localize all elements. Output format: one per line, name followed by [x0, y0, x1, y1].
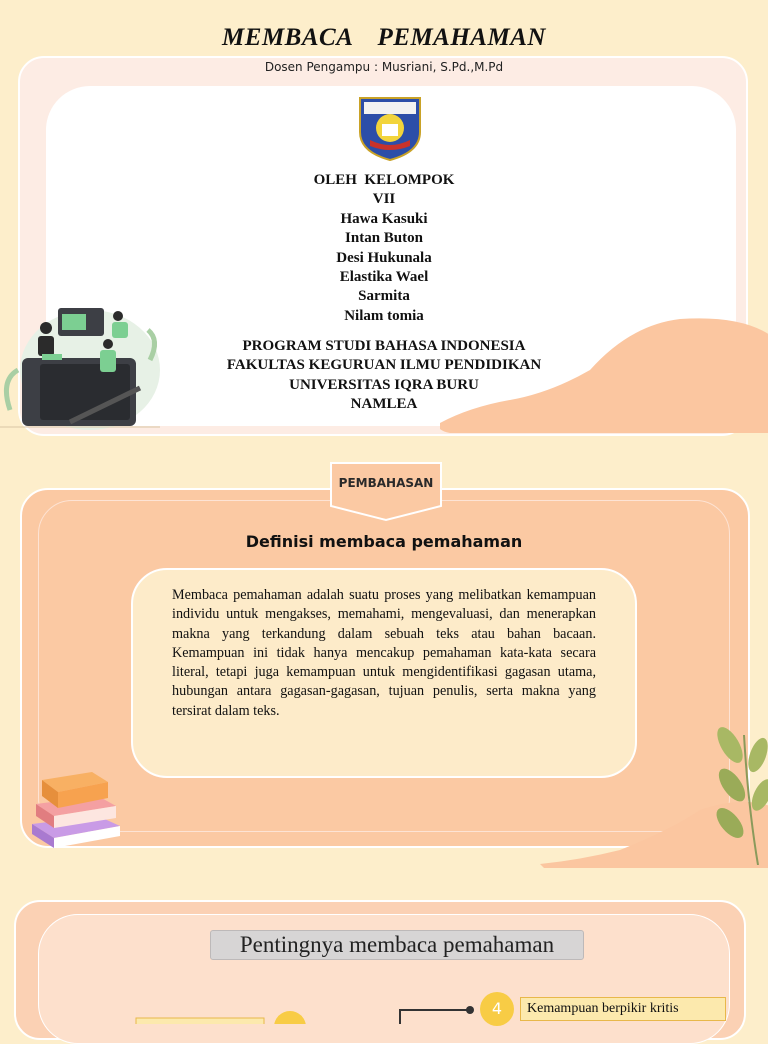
group-line: OLEH KELOMPOK — [313, 172, 455, 188]
lecturer-line: Dosen Pengampu : Musriani, S.Pd.,M.Pd — [264, 60, 504, 74]
section-tag-shape — [330, 462, 442, 522]
books-stack-illustration — [28, 768, 124, 850]
section-tag-label: PEMBAHASAN — [338, 476, 434, 490]
leaf-plant-decoration — [708, 715, 768, 865]
member-name: Hawa Kasuki — [340, 210, 428, 227]
member-name: Desi Hukunala — [336, 249, 432, 266]
member-name: Sarmita — [358, 288, 410, 305]
definition-paragraph: Membaca pemahaman adalah suatu proses yang melibatkan kemampuan individu untuk mengakses, memahami, mengevaluasi, dan menerapkan makna yang terkandung dalam sebuah teks atau bahan bacaan. Kemampuan ini tidak hanya mencakup pemahaman kata-kata secara literal, tetapi juga kemampuan untuk mengidentifikasi gagasan utama, hubungan antara gagasan-gagasan, tujuan penulis, serta makna yang tersirat dalam teks. — [172, 587, 596, 719]
university-logo — [354, 92, 426, 162]
program-line: NAMLEA — [350, 396, 418, 413]
program-line: UNIVERSITAS IQRA BURU — [289, 376, 479, 393]
definition-heading: Definisi membaca pemahaman — [245, 532, 523, 551]
member-name: Nilam tomia — [344, 307, 424, 324]
member-name: Elastika Wael — [339, 269, 429, 286]
importance-heading: Pentingnya membaca pemahaman — [210, 930, 584, 960]
item-number-badge: 4 — [480, 992, 514, 1026]
member-name: Intan Buton — [345, 230, 423, 247]
people-tablet-illustration — [0, 300, 170, 430]
program-line: PROGRAM STUDI BAHASA INDONESIA — [242, 338, 526, 354]
page-title: MEMBACA PEMAHAMAN — [222, 24, 546, 51]
item-label: Kemampuan berpikir kritis — [520, 997, 726, 1021]
program-line: FAKULTAS KEGURUAN ILMU PENDIDIKAN — [226, 357, 542, 374]
group-line: VII — [372, 191, 396, 208]
